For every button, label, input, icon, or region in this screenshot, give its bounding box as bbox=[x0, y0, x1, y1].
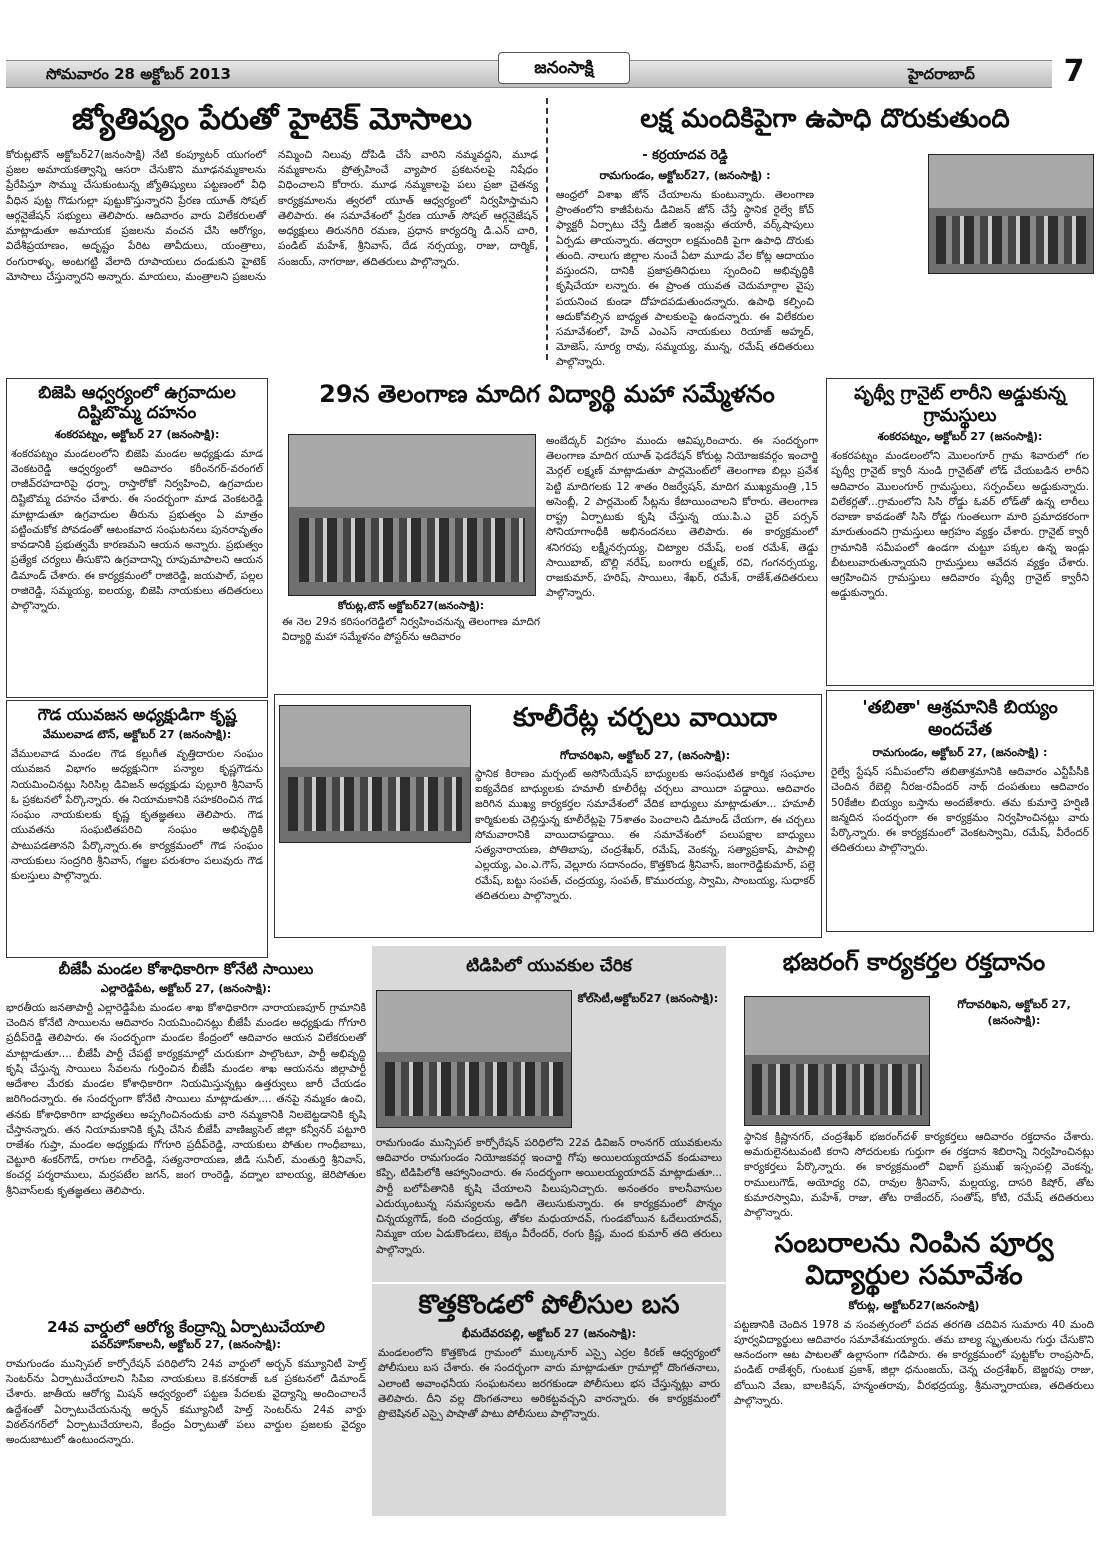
article-upadhi bbox=[556, 98, 1094, 369]
article-jyothisham bbox=[6, 98, 538, 360]
article-body: అంబేద్కర్ విగ్రహం ముందు ఆవిష్కరించారు. ఈ సందర్భంగా తెలంగాణ మాదిగ యూత్ ఫెడరేషన్ కోరుట్ల నియోజకవర్గం ఇంచార్జి మెర్గల్ లక్ష్మణ్ మాట్లాడుతూ పార్లమెంట్‌లో తెలంగాణ బిల్లు ప్రవేశ పెట్టి మాదిగలకు 12 శాతం రిజర్వేషన్, మాదిగ ముఖ్యమంత్రి ,15 అసెంబ్లీ, 2 పార్లమెంట్ సీట్లను కేటాయించాలని కోరారు. తెలంగాణ రాష్ట్ర ఏర్పాటుకు కృషి చేస్తున్న యు.పి.ఎ చైర్ పర్సన్ సోనియాగాంధీకి అభినందనలు తెలిపారు. ఈ కార్యక్రమంలో శనిగరపు లక్ష్మీనర్సయ్య, చిట్యాల రమేష్, లంక రమేశ్, తెడ్డు సాయిబాబ్, బొల్లి నరేష్, బంగారు లక్ష్మణ్, రవి, గంగనర్సయ్య, రాజకుమార్, హరిష్, సాయిలు, శేఖర్, రమేశ్, రాజేశ్,తదితరులు పాల్గొన్నారు. bbox=[546, 435, 818, 600]
dateline: కోరుట్ల, అక్టోబర్27(జనంసాక్షి) bbox=[848, 1298, 980, 1312]
kooli-body-block bbox=[475, 767, 815, 937]
madiga-caption-block bbox=[282, 600, 540, 660]
dateline: గోదావరిఖని, అక్టోబర్ 27, (జనంసాక్షి): bbox=[957, 998, 1071, 1027]
article-body: శంకరపట్నం మండలంలోని బిజెపి మండల అధ్యక్షుడు మాడ వెంకటరెడ్డి ఆధ్వర్యంలో ఆదివారం కరీంనగర్-వరంగల్ రాజీవ్‌రహదారిపై ధర్నా, రాస్తారోకో నిర్వహించి, ఉగ్రవాదుల దిష్టిబొమ్మ దహనం చేశారు. ఈ సందర్భంగా మాడ వెంకటరెడ్డి మాట్లాడుతూ ఉగ్రవాదుల తీరును ప్రభుత్వం ఏ మాత్రం పట్టించుకోక పోవడంతో ఆటంకవాద సంఘటనలు పునరావృతం కావడానికి ప్రభుత్వమే కారణమని ఆయన అన్నారు. ప్రభుత్వం ప్రత్యేక చర్యలు తీసుకొని ఉగ్రవాదాన్ని రూపుమాపాలని ఆయన డిమాండ్ చేశారు. ఈ కార్యక్రమంలో రాజిరెడ్డి, జయపాల్, పల్లల రాజిరెడ్డి, సమ్మయ్య, ఐలయ్య, బిజెపి నాయకులు తదితరులు పాల్గొన్నారు. bbox=[11, 447, 263, 612]
headline: లక్ష మందికిపైగా ఉపాధి దొరుకుతుంది bbox=[640, 104, 1010, 134]
article-polisulu bbox=[372, 1284, 726, 1516]
headline: కొత్తకొండలో పోలీసుల బస bbox=[418, 1290, 680, 1320]
news-photo bbox=[928, 154, 1094, 274]
article-body: ఆంధ్రలో విశాఖ జోన్ చేయాలను కుంటున్నారు. తెలంగాణ ప్రాంతంలోని కాజీపేటను డివిజన్ జోన్ చేస్తే స్థానిక రైల్వే కోచ్ ఫ్యాక్టరీ ఏర్పాటు చేస్తే డీజిల్ ఇంజన్లు తయారీ, వర్క్‌షాపులు ఏర్పడు తాయన్నారు. తద్వారా లక్షమందికి పైగా ఉపాధి దొరుకు తుంది. నాలుగు జిల్లాల నుంచే ఏటా మూడు వేల కోట్ల ఆదాయం వస్తుందని, దానికి ప్రజాప్రతినిధులు స్పందించి అభివృద్ధికి కృషిచేయా లన్నారు. ఈ ప్రాంత యువత చెదుమార్గాల వైపు పయనించ కుండా దోహదపడుతుందన్నారు. ఉపాధి కల్పించి ఆదుకోవల్సిన బాధ్యత పాలకులపై ఉందన్నారు. ఈ విలేకరుల సమావేశంలో, హెచ్ ఎంఎస్ నాయకులు రియాజ్ అహ్మద్, మోజెస్, సూర్య రావు, సమ్మయ్య, మున్న, రమేష్ తదితరులు పాల్గొన్నారు. bbox=[556, 189, 814, 369]
article-sambaralu bbox=[734, 1226, 1094, 1516]
article-lead: ఈ నెల 29న కరిసంగరెడ్డిలో నిర్వహించనున్న తెలంగాణ మాదిగ విద్యార్థి మహా సమ్మేళనం పోస్టర్‌ను ఆదివారం bbox=[282, 616, 540, 644]
news-photo bbox=[288, 434, 536, 596]
photo-caption: కోరుట్ల,టౌన్ అక్టోబర్27(జనంసాక్షి): bbox=[337, 600, 485, 612]
headline: సంబరాలను నింపిన పూర్వ విద్యార్థుల సమావేశం bbox=[774, 1228, 1054, 1292]
article-body: శంకరపట్నం మండలంలోని మొలంగూర్ గ్రామ శివారులో గల పృథ్వీ గ్రానైట్ క్వారీ నుండి గ్రానైట్‌తో లోడ్ చేయబడిన లారీని ఆదివారం మొలంగూర్ గ్రామస్థులు, సర్పంచ్‌లు అడ్డుకున్నారు. విలేకర్లతో...గ్రామంలోని సిసి రోడ్డు ఓవర్ లోడ్‌తో ఉన్న లారీలు రవాణా కావడంతో సిసి రోడ్డు గుంతలుగా మారి ప్రమాదకరంగా మారుతుందని గ్రామస్తులు ఆగ్రహం వ్యక్తం చేశారు. గ్రానైట్ క్వారీ గ్రామానికి సమీపంలో ఉండగా చుట్టూ పక్కల ఉన్న ఇండ్లు బీటలువారుతున్నాయని గ్రామస్తులు ఆవేదన వ్యక్తం చేశారు. ఆగ్రహించిన గ్రామస్తులు ఆదివారం పృథ్వీ గ్రానైట్ క్వారీని అడ్డుకున్నారు. bbox=[831, 450, 1089, 600]
headline: బీజేపీ మండల కోశాధికారిగా కోనేటి సాయిలు bbox=[58, 960, 314, 978]
article-madiga bbox=[274, 378, 820, 660]
article-tabitha bbox=[826, 690, 1094, 932]
article-body: వేములవాడ మండల గౌడ కల్లుగీత వృత్తిదారుల సంఘం యువజన విభాగం అధ్యక్షునిగా పన్యాల కృష్ణగౌడను నియమించినట్లు సిరిసిల్ల డివిజన్ అధ్యక్షుడు పుల్లూరి శ్రీనివాస్ ఓ ప్రకటనలో పేర్కొన్నారు. ఈ నియామకానికి సహకరించిన గౌడ సంఘం నాయకులకు కృష్ణ కృతజ్ఞతలు తెలిపారు. గౌడ యువతను సంఘటితపరిచి సంఘం అభివృద్ధికి పాటుపడతానని పేర్కొన్నారు.ఈ కార్యక్రమంలో గౌడ సంఘం నాయకులు సంద్రగిరి శ్రీనివాస్, గజ్జల పరుశరాం పలువురు గౌడ కులస్తులు పాల్గొన్నారు. bbox=[11, 748, 263, 882]
dateline: కోల్‌సిటీ,అక్టోబర్27 (జనంసాక్షి): bbox=[577, 992, 719, 1005]
headline: 'తబితా' ఆశ్రమానికి బియ్యం అందచేత bbox=[862, 697, 1058, 740]
article-bjp-dahanam bbox=[6, 378, 268, 698]
newspaper-logo: జనంసాక్షి bbox=[498, 52, 630, 84]
headline: కూలీరేట్ల చర్చలు వాయిదా bbox=[513, 703, 777, 733]
headline: జ్యోతిష్యం పేరుతో హైటెక్ మోసాలు bbox=[71, 102, 473, 137]
dateline: ఎల్లారెడ్డిపేట, అక్టోబర్ 27, (జనంసాక్షి): bbox=[100, 982, 272, 995]
article-tdp bbox=[372, 946, 726, 1282]
dateline: రామగుండం, అక్టోబర్ 27, (జనంసాక్షి) : bbox=[872, 746, 1048, 760]
dateline: శంకరపట్నం, అక్టోబర్ 27 (జనంసాక్షి): bbox=[54, 427, 220, 441]
headline: టిడిపిలో యువకుల చేరిక bbox=[466, 956, 632, 976]
article-raktadanam bbox=[734, 944, 1094, 1222]
article-gouda bbox=[6, 700, 268, 958]
dateline: గోదావరిఖని, అక్టోబర్ 27, (జనంసాక్షి): bbox=[559, 749, 731, 762]
dateline: పవర్‌హౌస్‌కాలనీ, అక్టోబర్ 27, (జనంసాక్షి): bbox=[91, 1338, 281, 1351]
masthead bbox=[6, 52, 1092, 92]
column-divider bbox=[546, 98, 548, 360]
dateline: వేములవాడ టౌన్, అక్టోబర్ 27 (జనంసాక్షి): bbox=[42, 728, 232, 742]
article-body: స్థానిక క్రిష్ణానగర్, చంద్రశేఖర్ భజరంగ్‌దళ్ కార్యకర్తలు ఆదివారం రక్తదానం చేశారు. అమరులైనటువంటి కరాని సోదరులకు గుర్తుగా ఈ రక్తదాన శిబిరాన్ని నిర్వహించినట్లు కార్యకర్తలు పేర్కొన్నారు. ఈ కార్యక్రమంలో విభాగ్ ప్రముఖ్ ఇస్సంపల్లి వెంకన్న, రాములుగౌడ్, అయోధ్య రవి, రావుల శ్రీనివాస్, మల్లయ్య, దాసరి కిషోర్, తోట కుమారస్వామి, మహేశ్, రాజు, తోట రాజేందర్, సంతోష్, కోటి, రమేష్ తదితరులు పాల్గొన్నారు. bbox=[744, 1131, 1094, 1220]
headline: పృథ్వీ గ్రానైట్ లారీని అడ్డుకున్న గ్రామస్థులు bbox=[854, 383, 1066, 426]
headline: భజరంగ్ కార్యకర్తల రక్తదానం bbox=[782, 948, 1046, 976]
article-body: పట్టణానికి చెందిన 1978 వ సంవత్సరంలో పదవ తరగతి చదివిన సుమారు 40 మంది పూర్వవిద్యార్థులు ఆదివారం సమావేశమయ్యారు. తమ బాల్య స్మృతులను గుర్తు చేసుకొని ఆనందంగా ఆట పాటలతో ఉల్లాసంగా గడిపారు. ఈ కార్యక్రమంలో పుట్టకోల రాంప్రసాద్, పండిట్ రాజేశ్వర్, గుంటుక ప్రకాశ్, జిల్లా ధనుంజయ్, చెన్న చంద్రశేఖర్, బెజ్జరపు రాజు, బోయిని వేణు, బాలకిషన్, హన్మంతరావు, వీరభద్రయ్య, శ్రీమన్నారాయణ, తదితరులు పాల్గొన్నారు. bbox=[734, 1318, 1094, 1407]
news-photo bbox=[376, 990, 572, 1128]
article-body: రైల్వే స్టేషన్ సమీపంలోని తబితాశ్రమానికి ఆదివారం ఎన్టీపీసీకి చెందిన రేబెల్లి నీరజ-రవీందర్ నాథ్ దంపతులు ఆదివారం 50కేజీల బియ్యం బస్తాను అందజేశారు. తమ కుమార్తె హర్షిణి జన్మదిన సందర్భంగా ఈ కార్యక్రమం నిర్వహించినట్లు వారు పేర్కొన్నారు. ఈ కార్యక్రమంలో వెంకటస్వామి, రమేష్, వీరేందర్ తదితరులు పాల్గొన్నారు. bbox=[831, 766, 1089, 855]
dateline: రామగుండం, అక్టోబర్27, (జనంసాక్షి) : bbox=[599, 169, 771, 182]
madiga-body-block bbox=[546, 434, 818, 660]
article-body: కోరుట్లటౌన్ అక్టోబర్27(జనంసాక్షి) నేటి కంప్యూటర్ యుగంలో ప్రజల అమాయకత్వాన్ని ఆసరా చేసుకొని మూఢనమ్మకాలను ప్రేరేపిస్తూ సొమ్ము చేసుకుంటున్న జ్యోతిష్యులు పట్టణంలో వీధి వీధిన పుట్ట గొడుగుల్లా పుట్టుకొస్తున్నారని ప్రేరణ యూత్ సోషల్ ఆర్గనైజేషన్ సభ్యులు తెలిపారు. ఆదివారం వారు విలేకరులతో మాట్లాడుతూ అమాయక ప్రజలను వంచన చేసి ఆరోగ్యం, విదేశీప్రయాణం, అదృష్టం పేరిట తావీదులు, యంత్రాలు, రంగురాళ్ళు, అంటగట్టి వేలాది రూపాయలు దండుకుని హైటెక్ మోసాలు చేస్తున్నారని అన్నారు. మాయలు, మంత్రాలని ప్రజలను నమ్మించి నిలువు దోపిడి చేసే వారిని నమ్మవద్దని, మూఢ నమ్మకాలను ప్రోత్సహించే వ్యాపార ప్రకటనలపై నిషేధం విధించాలని కోరారు. మూఢ నమ్మకాలపై పలు ప్రజా చైతన్య కార్యక్రమాలను త్వరలో యూత్ ఆధ్వర్యంలో నిర్వహిస్తామని తెలిపారు. ఈ సమావేశంలో ప్రేరణ యూత్ సోషల్ ఆర్గనైజేషన్ అధ్యక్షులు తిరునగిరి రమణ, ప్రధాన కార్యదర్శి డి.ఎన్ చారి, పండిట్ మహేశ్, శ్రీనివాస్, దేడ నర్సయ్య, రాజు, దార్మిక్, సంజయ్, నాగరాజు, తదితరులు పాల్గొన్నారు. bbox=[6, 149, 538, 283]
byline: - కర్రయాదవ రెడ్డి bbox=[642, 148, 728, 163]
article-body: రామగుండం మున్సిపల్ కార్పోరేషన్ పరిధిలోని 24వ వార్డులో అర్బన్ కమ్యూనిటీ హెల్త్ సెంటర్‌ను ఏర్పాటుచేయాలని సిపిఐ నాయకులు కె.కనకరాజ్ ఒక ప్రకటనలో డిమాండ్ చేశారు. జాతీయ ఆరోగ్య మిషన్ ఆధ్వర్యంలో పట్టణ పేదలకు వైద్యాన్ని అందించాలనే ఉద్దేశంతో ఏర్పాటుచేయనున్న అర్బన్ కమ్యూనిటీ హెల్త్ సెంటర్‌ను 24వ వార్డు విఠల్‌నగర్‌లో ఏర్పాటుచేయాలని, కేంద్రం ఏర్పాటుతో పలు వార్డుల ప్రజలకు వైద్యం అందుబాటులో ఉంటుందన్నారు. bbox=[6, 1358, 366, 1447]
article-body: స్థానిక కిరాణం మర్చంట్ అసోసియేషన్ బాధ్యులకు అసంఘటిత కార్మిక సంఘాల ఐక్యవేదిక బాధ్యులకు హమాలీ కూలీరేట్ల చర్చలు వాయిదా పడ్డాయి. ఆదివారం జరిగిన ముఖ్య కార్యకర్తల సమావేశంలో వేదిక బాధ్యులు మాట్లాడుతూ... హమాలీ కార్మికులకు చెల్లిస్తున్న కూలీరేట్లపై 75శాతం పెంచాలని డిమాండ్ చేయగా, ఈ చర్చలు సోమవారానికి వాయిదాపడ్డాయి. ఈ సమావేశంలో పలుపక్షాల బాధ్యులు సత్యనారాయణ, పోతిబాపు, చంద్రశేఖర్, రమేష్, వెంకన్న, సత్యాప్రకాష్, పాపాల్లి ఎల్లయ్య, ఎం.ఎ.గౌస్, వెల్లూరు సదానందం, కొత్తకొండ శ్రీనివాస్, జంగారెడ్డికుమార్, పల్లె రమేష్, బట్టు సంపత్, చంద్రయ్య, సంపత్, కొమురయ్య, స్వామి, సాంబయ్య, సుధాకర్ తదితరులు పాల్గొన్నారు. bbox=[475, 768, 815, 902]
article-arogya bbox=[6, 1316, 366, 1516]
headline: 29న తెలంగాణ మాదిగ విద్యార్థి మహా సమ్మేళనం bbox=[319, 380, 775, 408]
article-upadhi-left bbox=[556, 146, 814, 369]
headline: 24వ వార్డులో ఆరోగ్య కేంద్రాన్ని ఏర్పాటుచేయాలి bbox=[47, 1318, 325, 1336]
article-body: రామగుండం మున్సిపల్ కార్పోరేషన్ పరిధిలోని 22వ డివిజన్ రాంనగర్ యువకులను ఆదివారం రామగుండం నియోజకవర్గ ఇంచార్జి గోపు అయిలయ్యయాదవ్ కండువాలు కప్పి, టిడిపిలోకి ఆహ్వానించారు. ఈ సందర్భంగా అయిలయ్యయాదవ్ మాట్లాడుతూ... పార్టీ బలోపేతానికి కృషి చేయాలని పిలుపునిచ్చారు. అనంతరం కాలనీవాసుల ఎదుర్కుంటున్న సమస్యలను అడిగి తెలుసుకున్నారు. ఈ కార్యక్రమంలో పొన్నం చిన్నయ్యగౌడ్, కంది చంద్రయ్య, తోకల మధుయాదవ్, గుండబోయిన ఓదేలుయాదవ్, నిమ్మకా యల ఏడుకొండలు, బెక్కం వీరేందర్, రంగు క్రిష్ణ, మంద కుమార్ తది తరులు పాల్గొన్నారు. bbox=[376, 1137, 722, 1256]
article-granite bbox=[826, 378, 1094, 686]
tdp-body-block bbox=[376, 1136, 722, 1280]
article-koneti bbox=[6, 956, 366, 1312]
headline: గౌడ యువజన అధ్యక్షుడిగా కృష్ణ bbox=[37, 705, 237, 724]
edition-city: హైదరాబాద్ bbox=[908, 65, 975, 83]
news-photo bbox=[279, 705, 471, 843]
article-body: మండలంలోని కొత్తకొండ గ్రామంలో ముల్కనూర్ ఎస్సై ఎర్రల కిరణ్ ఆధ్వర్యంలో పోలీసులు బస చేశారు. ఈ సందర్భంగా వారు మాట్లాడుతూ గ్రామాల్లో దొంగతనాలు, ఎలాంటి అవాంఛనీయ సంఘటనలు జరగకుండా పోలీసులు భస చేస్తున్నట్లు వారు తెలిపారు. దీని వల్ల దొంగతనాలు అరికట్టవచ్చని వారన్నారు. ఈ కార్యక్రమంలో ప్రొబెషినల్ ఎస్సై పాషాతో పాటు పోలీసులు పాల్గొన్నారు. bbox=[378, 1347, 720, 1421]
page-number: 7 bbox=[1063, 54, 1085, 89]
dateline: శంకరపట్నం, అక్టోబర్ 27 (జనంసాక్షి): bbox=[877, 430, 1043, 444]
article-kooli bbox=[274, 694, 822, 938]
raktadanam-right-block bbox=[934, 996, 1094, 1126]
article-body: భారతీయ జనతాపార్టీ ఎల్లారెడ్డిపేట మండల శాఖ కోశాధికారిగా నారాయణపూర్ గ్రామానికి చెందిన కోనేటి సాయిలను ఆదివారం నియమించినట్లు బీజేపీ మండల అధ్యక్షుడు గోగూరి ప్రదీప్‌రెడ్డి తెలిపారు. ఈ సందర్భంగా మండల కేంద్రంలో ఆదివారం ఆయన విలేకరులతో మాట్లాడుతూ.... బీజేపీ పార్టీ చేపట్టే కార్యక్రమాల్లో చురుకుగా పాల్గొంటూ, పార్టీ అభివృద్ధి కృషి చేస్తున్న సాయిలు సేవలను గుర్తించిన బీజేపీ మండల శాఖ ఆయనను జిల్లాపార్టీ ఆదేశాల మేరకు మండల కోశాధికారిగా నియమిస్తున్నట్లు ఉత్తర్వులు జారీ చేయడం జరిగిందన్నారు. ఈ సందర్భంగా కోనేటి సాయిలు మాట్లాడుతూ.... తనపై నమ్మకం ఉంచి, తనకు కోశాధికారిగా బాధ్యతలు అప్పగించినందుకు వారి నమ్మకానికి నిలబెట్టడానికి కృషి చేస్తానన్నారు. తన నియామకానికి కృషి చేసిన బీజేపీ వాణిజ్యసెల్ జిల్లా కన్వీనర్ పట్టూరి రాజేశం గుప్తా, మండల అధ్యక్షుడు గోగూరి ప్రదీప్‌రెడ్డి, నాయకులు పోతుల గాంధీబాబు, చెట్టూరి శంకర్‌గౌడ్, రాగుల గాల్‌రెడ్డి, సత్యనారాయణ, జీడి సునీల్, మంతుర్తి శ్రీనివాస్, కంచర్ల పర్శరాములు, మర్రపటేల జగన్, జంగ రాంరెడ్డి, వద్నాల బాలయ్య, జెరిపోతుల శ్రీనివాస్‌లకు కృతజ్ఞతలు తెలిపారు. bbox=[6, 1002, 366, 1197]
issue-date: సోమవారం 28 అక్టోబర్ 2013 bbox=[46, 65, 231, 83]
headline: బిజెపి ఆధ్వర్యంలో ఉగ్రవాదుల దిష్టిబొమ్మ దహనం bbox=[38, 383, 236, 424]
news-photo bbox=[744, 996, 930, 1126]
raktadanam-body-block bbox=[744, 1130, 1094, 1222]
dateline: భీమదేవరపల్లి, అక్టోబర్ 27 (జనంసాక్షి): bbox=[461, 1327, 637, 1341]
